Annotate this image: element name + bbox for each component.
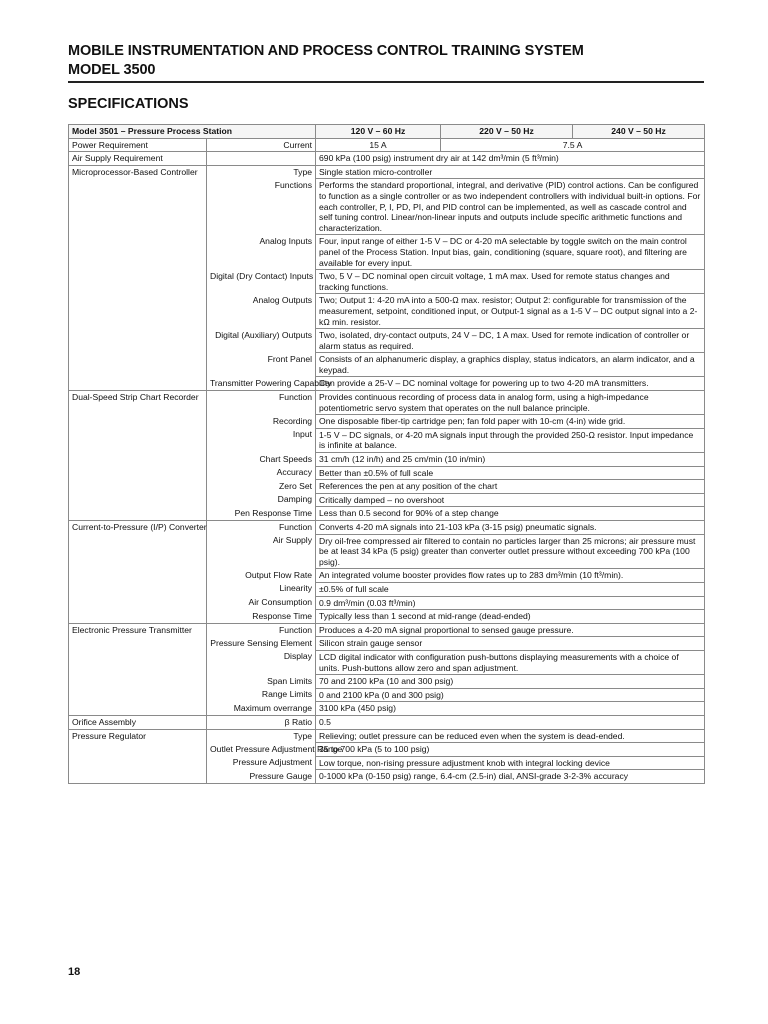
row-value: 3100 kPa (450 psig) — [316, 702, 705, 716]
row-value: Relieving; outlet pressure can be reduced even when the system is dead-ended. — [316, 729, 705, 743]
row-sublabel: β Ratio — [207, 715, 316, 729]
row-value: Silicon strain gauge sensor — [316, 637, 705, 651]
table-row — [69, 534, 705, 569]
row-label: Current-to-Pressure (I/P) Converter — [69, 521, 207, 535]
row-value: 35 to 700 kPa (5 to 100 psig) — [316, 743, 705, 757]
row-value: References the pen at any position of the chart — [316, 480, 705, 494]
table-row — [69, 729, 705, 743]
row-sublabel: Linearity — [207, 582, 316, 596]
row-label: Air Supply Requirement — [69, 152, 207, 166]
row-value: Dry oil-free compressed air filtered to contain no particles larger than 25 microns; air pressure must be at least 34 kPa (5 psig) greater than converter outlet pressure without exceeding 700 kPa (100 psig). — [316, 534, 705, 569]
row-label — [69, 480, 207, 494]
row-label — [69, 377, 207, 391]
row-sublabel: Range Limits — [207, 688, 316, 702]
row-sublabel: Digital (Auxiliary) Outputs — [207, 329, 316, 353]
row-value: Typically less than 1 second at mid-range (dead-ended) — [316, 610, 705, 624]
table-row — [69, 743, 705, 757]
table-row — [69, 165, 705, 179]
table-row — [69, 637, 705, 651]
document-title — [68, 42, 704, 80]
table-row — [69, 428, 705, 452]
row-label — [69, 569, 207, 583]
row-label — [69, 235, 207, 270]
table-row — [69, 329, 705, 353]
row-sublabel — [207, 152, 316, 166]
table-row — [69, 756, 705, 770]
row-sublabel: Pressure Gauge — [207, 770, 316, 784]
row-sublabel: Chart Speeds — [207, 453, 316, 467]
table-header-row — [69, 125, 705, 139]
row-label — [69, 702, 207, 716]
table-row — [69, 415, 705, 429]
table-row — [69, 569, 705, 583]
table-row — [69, 623, 705, 637]
row-value: Two, isolated, dry-contact outputs, 24 V – DC, 1 A max. Used for remote indication of controller or alarm status as required. — [316, 329, 705, 353]
row-label — [69, 534, 207, 569]
current-120v: 15 A — [316, 138, 441, 152]
row-label — [69, 675, 207, 689]
section-heading: SPECIFICATIONS — [68, 96, 189, 112]
title-line-2: MODEL 3500 — [68, 62, 156, 78]
table-row — [69, 453, 705, 467]
table-row-power — [69, 138, 705, 152]
row-label — [69, 770, 207, 784]
row-value: Single station micro-controller — [316, 165, 705, 179]
row-label — [69, 637, 207, 651]
row-sublabel: Front Panel — [207, 353, 316, 377]
row-value: Converts 4-20 mA signals into 21-103 kPa (3-15 psig) pneumatic signals. — [316, 521, 705, 535]
table-row — [69, 521, 705, 535]
row-label — [69, 743, 207, 757]
table-row — [69, 466, 705, 480]
row-sublabel: Type — [207, 165, 316, 179]
row-value: 690 kPa (100 psig) instrument dry air at 142 dm³/min (5 ft³/min) — [316, 152, 705, 166]
row-sublabel: Pressure Sensing Element — [207, 637, 316, 651]
row-label — [69, 596, 207, 610]
row-value: 0.9 dm³/min (0.03 ft³/min) — [316, 596, 705, 610]
row-label — [69, 466, 207, 480]
table-row — [69, 270, 705, 294]
row-sublabel: Current — [207, 138, 316, 152]
row-value: Performs the standard proportional, integral, and derivative (PID) control actions. Can be configured to function as a single controller or as two independent controllers with individual built-in options. For each controller, P, I, PD, PI, and PID control can be implemented, as well as cascade control and self tuning control. Linear/non-linear inputs and outputs include specific arithmetic functions and characterization. — [316, 179, 705, 235]
row-sublabel: Functions — [207, 179, 316, 235]
row-value: LCD digital indicator with configuration push-buttons displaying measurements with a choice of units. Push-buttons allow zero and span adjustment. — [316, 650, 705, 674]
row-sublabel: Function — [207, 623, 316, 637]
row-value: Less than 0.5 second for 90% of a step change — [316, 507, 705, 521]
table-row — [69, 507, 705, 521]
table-row — [69, 596, 705, 610]
table-row — [69, 179, 705, 235]
row-label: Orifice Assembly — [69, 715, 207, 729]
row-sublabel: Analog Outputs — [207, 294, 316, 329]
row-value: 1-5 V – DC signals, or 4-20 mA signals input through the provided 250-Ω resistor. Input impedance is infinite at balance. — [316, 428, 705, 452]
title-divider — [68, 81, 704, 83]
row-label — [69, 428, 207, 452]
row-sublabel: Air Supply — [207, 534, 316, 569]
row-label — [69, 415, 207, 429]
row-value: Consists of an alphanumeric display, a graphics display, status indicators, an alarm indicator, and a keypad. — [316, 353, 705, 377]
row-value: Low torque, non-rising pressure adjustment knob with integral locking device — [316, 756, 705, 770]
row-sublabel: Pressure Adjustment — [207, 756, 316, 770]
title-line-1: MOBILE INSTRUMENTATION AND PROCESS CONTROL TRAINING SYSTEM — [68, 43, 584, 59]
table-row — [69, 702, 705, 716]
row-sublabel: Digital (Dry Contact) Inputs — [207, 270, 316, 294]
row-label — [69, 329, 207, 353]
row-sublabel: Output Flow Rate — [207, 569, 316, 583]
row-sublabel: Damping — [207, 493, 316, 507]
row-sublabel: Air Consumption — [207, 596, 316, 610]
row-sublabel: Span Limits — [207, 675, 316, 689]
header-220v: 220 V – 50 Hz — [441, 125, 573, 139]
row-label — [69, 688, 207, 702]
row-value: 31 cm/h (12 in/h) and 25 cm/min (10 in/min) — [316, 453, 705, 467]
table-row — [69, 650, 705, 674]
row-label: Electronic Pressure Transmitter — [69, 623, 207, 637]
table-row — [69, 493, 705, 507]
specifications-table — [68, 124, 705, 784]
row-sublabel: Response Time — [207, 610, 316, 624]
header-120v: 120 V – 60 Hz — [316, 125, 441, 139]
row-label: Power Requirement — [69, 138, 207, 152]
row-sublabel: Transmitter Powering Capability — [207, 377, 316, 391]
row-label — [69, 493, 207, 507]
row-sublabel: Function — [207, 521, 316, 535]
row-value: Provides continuous recording of process data in analog form, using a high-impedance potentiometric servo system that operates on the null balance principle. — [316, 391, 705, 415]
row-value: 70 and 2100 kPa (10 and 300 psig) — [316, 675, 705, 689]
row-sublabel: Function — [207, 391, 316, 415]
row-sublabel: Zero Set — [207, 480, 316, 494]
table-row — [69, 377, 705, 391]
table-row — [69, 688, 705, 702]
row-sublabel: Input — [207, 428, 316, 452]
table-row — [69, 715, 705, 729]
table-row — [69, 582, 705, 596]
table-row — [69, 480, 705, 494]
row-value: Produces a 4-20 mA signal proportional to sensed gauge pressure. — [316, 623, 705, 637]
row-sublabel: Accuracy — [207, 466, 316, 480]
row-label — [69, 582, 207, 596]
row-label — [69, 353, 207, 377]
table-row — [69, 675, 705, 689]
header-240v: 240 V – 50 Hz — [573, 125, 705, 139]
header-model: Model 3501 – Pressure Process Station — [69, 125, 316, 139]
row-value: Two, 5 V – DC nominal open circuit voltage, 1 mA max. Used for remote status changes and tracking functions. — [316, 270, 705, 294]
row-value: Better than ±0.5% of full scale — [316, 466, 705, 480]
current-220-240v: 7.5 A — [441, 138, 705, 152]
row-value: ±0.5% of full scale — [316, 582, 705, 596]
row-label — [69, 270, 207, 294]
page-number: 18 — [68, 966, 81, 978]
row-sublabel: Display — [207, 650, 316, 674]
row-sublabel: Analog Inputs — [207, 235, 316, 270]
table-row — [69, 770, 705, 784]
row-value: 0 and 2100 kPa (0 and 300 psig) — [316, 688, 705, 702]
row-value: Four, input range of either 1-5 V – DC or 4-20 mA selectable by toggle switch on the main control panel of the Process Station. Input bias, gain, conditioning (square, square root), and filtering are available for every input. — [316, 235, 705, 270]
row-label: Pressure Regulator — [69, 729, 207, 743]
row-value: 0-1000 kPa (0-150 psig) range, 6.4-cm (2.5-in) dial, ANSI-grade 3-2-3% accuracy — [316, 770, 705, 784]
table-row — [69, 610, 705, 624]
row-label — [69, 650, 207, 674]
row-value: Can provide a 25-V – DC nominal voltage for powering up to two 4-20 mA transmitters. — [316, 377, 705, 391]
row-sublabel: Recording — [207, 415, 316, 429]
table-row — [69, 353, 705, 377]
row-sublabel: Type — [207, 729, 316, 743]
table-row — [69, 294, 705, 329]
row-label: Microprocessor-Based Controller — [69, 165, 207, 179]
row-label — [69, 453, 207, 467]
table-row — [69, 152, 705, 166]
table-row — [69, 235, 705, 270]
row-label: Dual-Speed Strip Chart Recorder — [69, 391, 207, 415]
row-value: Critically damped – no overshoot — [316, 493, 705, 507]
row-label — [69, 756, 207, 770]
row-label — [69, 507, 207, 521]
row-label — [69, 179, 207, 235]
row-sublabel: Outlet Pressure Adjustment Range — [207, 743, 316, 757]
row-label — [69, 610, 207, 624]
row-sublabel: Maximum overrange — [207, 702, 316, 716]
table-row — [69, 391, 705, 415]
row-sublabel: Pen Response Time — [207, 507, 316, 521]
row-value: 0.5 — [316, 715, 705, 729]
row-value: One disposable fiber-tip cartridge pen; fan fold paper with 10-cm (4-in) wide grid. — [316, 415, 705, 429]
row-value: An integrated volume booster provides flow rates up to 283 dm³/min (10 ft³/min). — [316, 569, 705, 583]
row-label — [69, 294, 207, 329]
row-value: Two; Output 1: 4-20 mA into a 500-Ω max. resistor; Output 2: configurable for transmission of the measurement, setpoint, conditioned input, or Output-1 signal as a 1-5 V – DC output signal into a 2-kΩ min. resistor. — [316, 294, 705, 329]
